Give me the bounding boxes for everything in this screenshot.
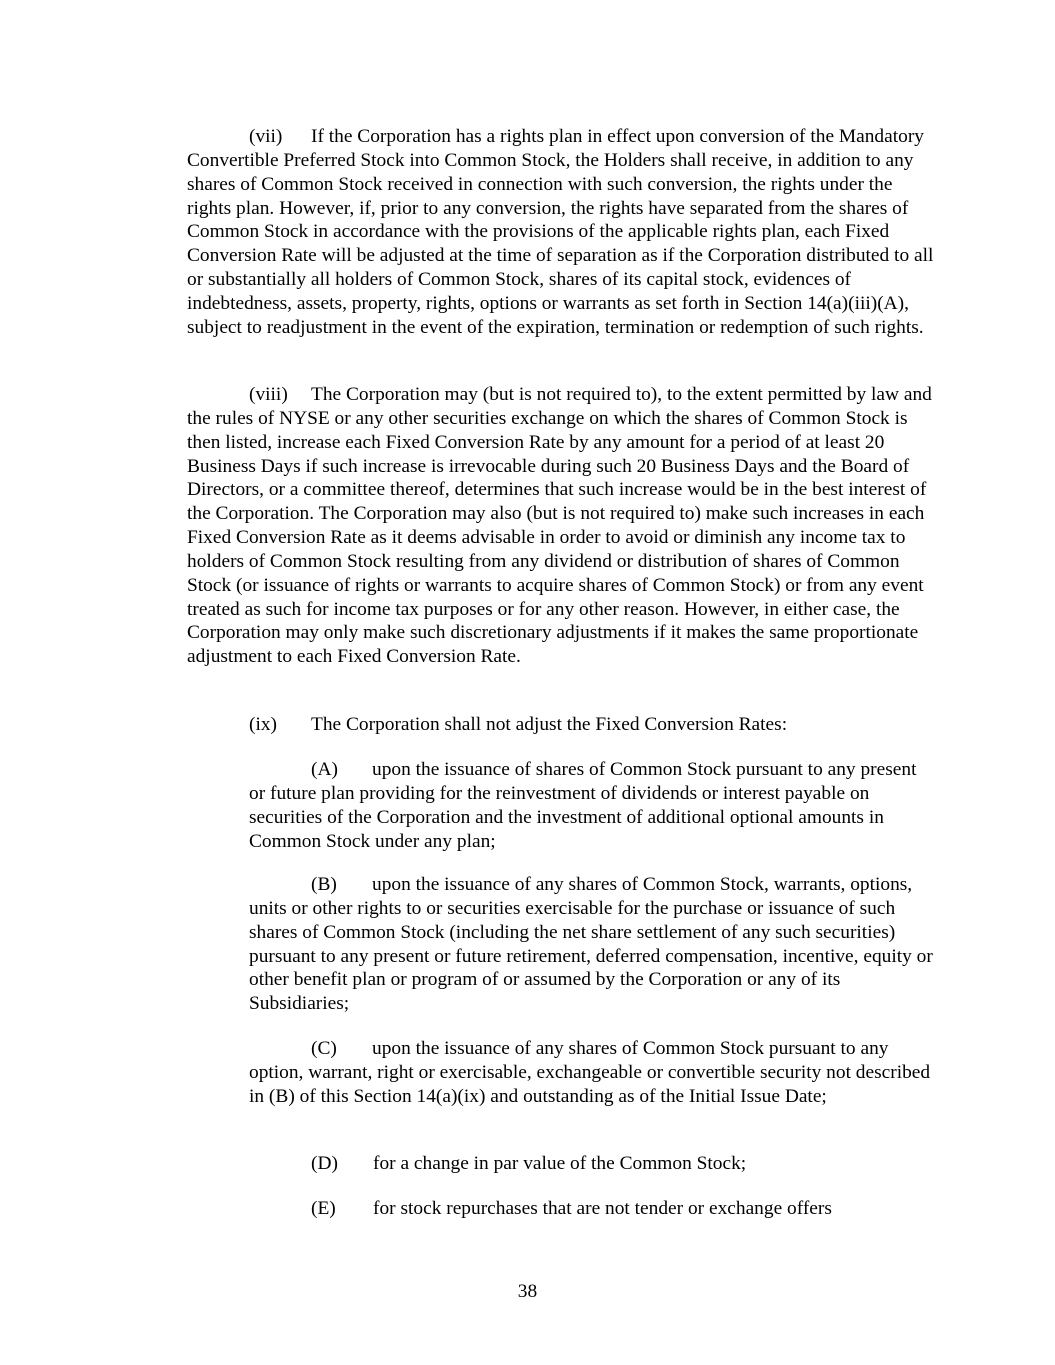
subparagraph-c-text: upon the issuance of any shares of Common Stock pursuant to any option, warrant, right or exercisable, exchangeable or convertible security not described in (B) of this Section 14(a)(ix) and outstanding as of the Initial Issue Date;: [249, 1038, 931, 1107]
subparagraph-d-label: (D): [311, 1153, 338, 1174]
subparagraph-e: [311, 1197, 832, 1221]
subparagraph-e-text: for stock repurchases that are not tender or exchange offers: [373, 1198, 832, 1219]
paragraph-vii-text: If the Corporation has a rights plan in effect upon conversion of the Mandatory Convertible Preferred Stock into Common Stock, the Holders shall receive, in addition to any shares of Common Stock received in connection with such conversion, the rights under the rights plan. However, if, prior to any conversion, the rights have separated from the shares of Common Stock in accordance with the provisions of the applicable rights plan, each Fixed Conversion Rate will be adjusted at the time of separation as if the Corporation distributed to all or substantially all holders of Common Stock, shares of its capital stock, evidences of indebtedness, assets, property, rights, options or warrants as set forth in Section 14(a)(iii)(A), subject to readjustment in the event of the expiration, termination or redemption of such rights.: [187, 126, 934, 338]
paragraph-viii: [187, 383, 935, 669]
subparagraph-c: [249, 1037, 935, 1109]
subparagraph-d: [311, 1152, 746, 1176]
paragraph-viii-label: (viii): [249, 384, 288, 405]
subparagraph-a: [249, 758, 935, 853]
paragraph-ix: [249, 713, 787, 737]
paragraph-viii-text: The Corporation may (but is not required to), to the extent permitted by law and the rules of NYSE or any other securities exchange on which the shares of Common Stock is then listed, increase each Fixed Conversion Rate by any amount for a period of at least 20 Business Days if such increase is irrevocable during such 20 Business Days and the Board of Directors, or a committee thereof, determines that such increase would be in the best interest of the Corporation. The Corporation may also (but is not required to) make such increases in each Fixed Conversion Rate as it deems advisable in order to avoid or diminish any income tax to holders of Common Stock resulting from any dividend or distribution of shares of Common Stock (or issuance of rights or warrants to acquire shares of Common Stock) or from any event treated as such for income tax purposes or for any other reason. However, in either case, the Corporation may only make such discretionary adjustments if it makes the same proportionate adjustment to each Fixed Conversion Rate.: [187, 384, 932, 668]
subparagraph-a-text: upon the issuance of shares of Common Stock pursuant to any present or future plan providing for the reinvestment of dividends or interest payable on securities of the Corporation and the investment of additional optional amounts in Common Stock under any plan;: [249, 759, 917, 852]
paragraph-ix-label: (ix): [249, 714, 277, 735]
subparagraph-b: [249, 873, 935, 1016]
subparagraph-b-label: (B): [311, 874, 337, 895]
subparagraph-b-text: upon the issuance of any shares of Common Stock, warrants, options, units or other rights to or securities exercisable for the purchase or issuance of such shares of Common Stock (including the net share settlement of any such securities) pursuant to any present or future retirement, deferred compensation, incentive, equity or other benefit plan or program of or assumed by the Corporation or any of its Subsidiaries;: [249, 874, 933, 1015]
paragraph-vii-label: (vii): [249, 126, 283, 147]
subparagraph-c-label: (C): [311, 1038, 337, 1059]
paragraph-vii: [187, 125, 935, 340]
subparagraph-d-text: for a change in par value of the Common Stock;: [373, 1153, 747, 1174]
subparagraph-a-label: (A): [311, 759, 338, 780]
paragraph-ix-text: The Corporation shall not adjust the Fixed Conversion Rates:: [311, 714, 788, 735]
subparagraph-e-label: (E): [311, 1198, 336, 1219]
page-number: 38: [517, 1281, 538, 1302]
